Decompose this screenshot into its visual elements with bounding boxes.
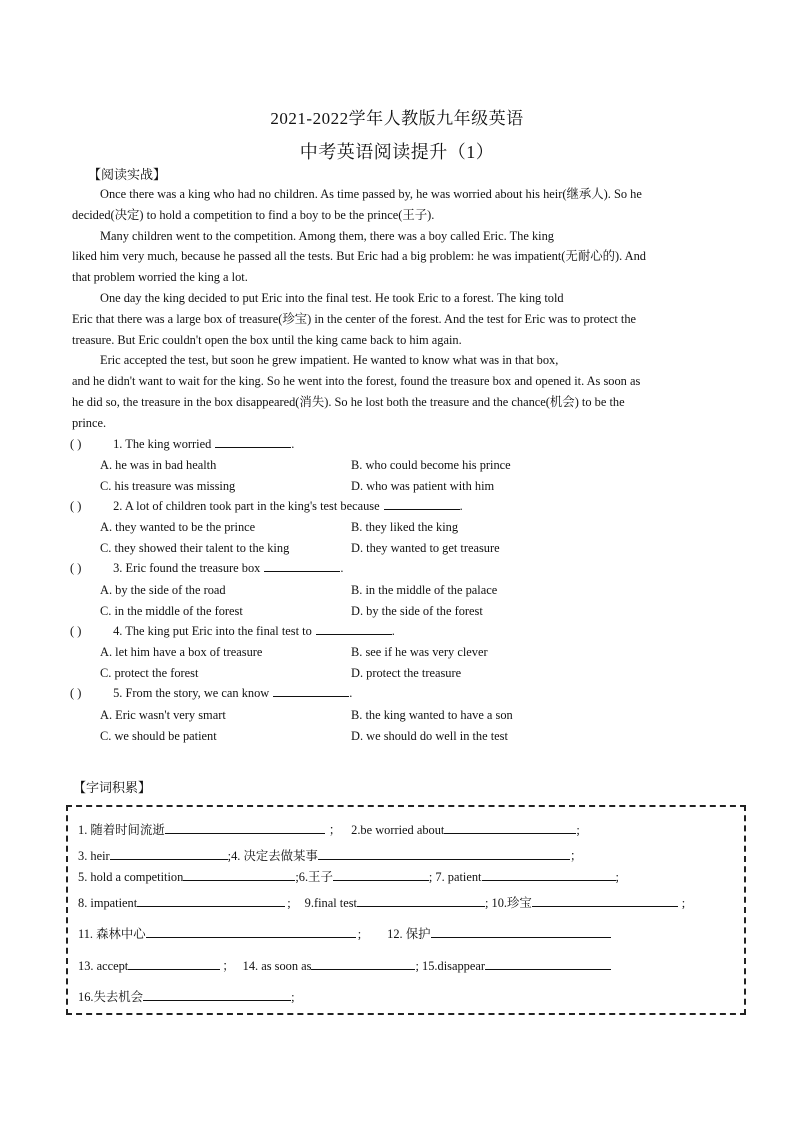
reading-passage: [72, 184, 724, 434]
vocab-row-7: [78, 987, 295, 1005]
option-b: B. they liked the king: [351, 520, 459, 534]
answer-blank[interactable]: [264, 558, 340, 572]
vocab-prompt: 14. as soon as: [242, 959, 312, 973]
worksheet-subtitle: 中考英语阅读提升（1）: [299, 142, 495, 162]
question-stem: 3. Eric found the treasure box: [113, 561, 261, 575]
question-stem: 5. From the story, we can know: [113, 686, 270, 700]
vocab-sep: ；: [222, 959, 235, 973]
vocab-blank[interactable]: [333, 868, 429, 881]
option-d: D. protect the treasure: [351, 666, 462, 680]
passage-line: One day the king decided to put Eric into the final test. He took Eric to a forest. The king told: [100, 290, 564, 305]
vocab-sep: ;: [576, 823, 580, 837]
vocab-row-1: [78, 820, 580, 838]
vocab-prompt: 2.be worried about: [351, 823, 445, 837]
vocab-blank[interactable]: [137, 894, 285, 907]
vocab-blank[interactable]: [482, 868, 616, 881]
passage-line: treasure. But Eric couldn't open the box until the king came back to him again.: [72, 332, 462, 347]
answer-slot[interactable]: ( ): [70, 561, 82, 575]
vocab-prompt: 13. accept: [78, 959, 129, 973]
option-d: D. who was patient with him: [351, 479, 495, 493]
vocab-blank[interactable]: [311, 957, 415, 970]
vocab-blank[interactable]: [318, 847, 570, 860]
vocab-blank[interactable]: [444, 821, 576, 834]
passage-line: Eric accepted the test, but soon he grew impatient. He wanted to know what was in that box,: [100, 353, 559, 368]
question-end: .: [391, 624, 395, 638]
option-b: B. see if he was very clever: [351, 645, 488, 659]
vocab-blank[interactable]: [532, 894, 678, 907]
option-c: C. we should be patient: [100, 729, 217, 743]
option-c: C. protect the forest: [100, 666, 199, 680]
vocab-row-4: [78, 893, 685, 911]
question-3: [70, 558, 343, 579]
vocab-blank[interactable]: [110, 847, 228, 860]
question-end: .: [459, 499, 463, 513]
passage-line: and he didn't want to wait for the king. So he went into the forest, found the treasure box and opened it. As soon as: [72, 374, 641, 389]
option-b: B. who could become his prince: [351, 458, 511, 472]
question-4: [70, 621, 395, 642]
answer-slot[interactable]: ( ): [70, 499, 82, 513]
vocab-prompt: 3. heir: [78, 849, 110, 863]
vocab-prompt: ;6.王子: [295, 870, 333, 884]
vocab-blank[interactable]: [357, 894, 485, 907]
vocab-prompt: 1. 随着时间流逝: [78, 823, 165, 837]
option-d: D. they wanted to get treasure: [351, 541, 500, 555]
question-end: .: [291, 437, 295, 451]
question-1: [70, 434, 294, 455]
vocab-sep: ;: [291, 990, 295, 1004]
passage-line: Eric that there was a large box of treasure(珍宝) in the center of the forest. And the test for Eric was to protect the: [72, 311, 637, 326]
option-a: A. they wanted to be the prince: [100, 520, 256, 534]
question-end: .: [349, 686, 353, 700]
answer-slot[interactable]: ( ): [70, 437, 82, 451]
question-end: .: [340, 561, 344, 575]
passage-line: that problem worried the king a lot.: [72, 270, 248, 285]
vocab-row-6: [78, 956, 611, 974]
option-a: A. he was in bad health: [100, 458, 217, 472]
question-stem: 4. The king put Eric into the final test to: [113, 624, 312, 638]
vocab-sep: ;: [287, 896, 291, 910]
question-stem: 2. A lot of children took part in the king's test because: [113, 499, 380, 513]
answer-slot[interactable]: ( ): [70, 686, 82, 700]
question-5: [70, 683, 352, 704]
vocab-blank[interactable]: [431, 925, 611, 938]
option-a: A. let him have a box of treasure: [100, 645, 263, 659]
option-b: B. in the middle of the palace: [351, 583, 498, 597]
vocab-blank[interactable]: [485, 957, 611, 970]
answer-blank[interactable]: [273, 683, 349, 697]
vocab-blank[interactable]: [165, 821, 325, 834]
question-stem: 1. The king worried: [113, 437, 212, 451]
vocab-row-2: [78, 846, 582, 864]
vocab-section-header: 【字词积累】: [73, 780, 152, 795]
vocab-prompt: ; 10.珍宝: [484, 896, 532, 910]
vocab-blank[interactable]: [146, 925, 356, 938]
vocab-prompt: 5. hold a competition: [78, 870, 184, 884]
passage-line: Many children went to the competition. Among them, there was a boy called Eric. The king: [100, 228, 554, 243]
vocab-prompt: ;4. 决定去做某事: [227, 849, 318, 863]
option-c: C. in the middle of the forest: [100, 604, 243, 618]
answer-slot[interactable]: ( ): [70, 624, 82, 638]
passage-line: Once there was a king who had no children. As time passed by, he was worried about his heir(继承人). So he: [100, 187, 642, 201]
option-c: C. his treasure was missing: [100, 479, 236, 493]
vocab-row-5: [78, 924, 611, 942]
passage-line: decided(决定) to hold a competition to find a boy to be the prince(王子).: [72, 207, 435, 222]
option-c: C. they showed their talent to the king: [100, 541, 290, 555]
answer-blank[interactable]: [384, 496, 460, 510]
vocab-prompt: 9.final test: [304, 896, 357, 910]
vocab-blank[interactable]: [143, 988, 291, 1001]
vocab-sep: ;: [357, 927, 362, 941]
vocab-sep: ;: [681, 896, 686, 910]
question-2: [70, 496, 463, 517]
passage-line: liked him very much, because he passed all the tests. But Eric had a big problem: he was impatient(无耐心的). And: [72, 249, 646, 264]
answer-blank[interactable]: [316, 621, 392, 635]
answer-blank[interactable]: [215, 434, 291, 448]
vocab-row-3: [78, 867, 619, 885]
option-a: A. by the side of the road: [100, 583, 226, 597]
vocab-prompt: ; 7. patient: [428, 870, 482, 884]
option-d: D. we should do well in the test: [351, 729, 508, 743]
vocab-prompt: 8. impatient: [78, 896, 138, 910]
option-b: B. the king wanted to have a son: [351, 708, 513, 722]
vocab-blank[interactable]: [183, 868, 295, 881]
vocab-prompt: 12. 保护: [387, 927, 431, 941]
vocab-blank[interactable]: [128, 957, 220, 970]
option-a: A. Eric wasn't very smart: [100, 708, 226, 722]
worksheet-title: 2021-2022学年人教版九年级英语: [270, 109, 524, 128]
vocab-prompt: 11. 森林中心: [78, 927, 146, 941]
vocab-prompt: 16.失去机会: [78, 990, 144, 1004]
option-d: D. by the side of the forest: [351, 604, 483, 618]
reading-section-header: 【阅读实战】: [88, 167, 167, 182]
vocab-sep: ；: [328, 823, 342, 837]
vocab-sep: ；: [569, 849, 583, 863]
vocab-prompt: ; 15.disappear: [415, 959, 485, 973]
passage-line: he did so, the treasure in the box disappeared(消失). So he lost both the treasure and the chance(机会) to be the: [72, 394, 625, 409]
vocab-sep: ;: [615, 870, 619, 884]
passage-line: prince.: [72, 415, 107, 430]
